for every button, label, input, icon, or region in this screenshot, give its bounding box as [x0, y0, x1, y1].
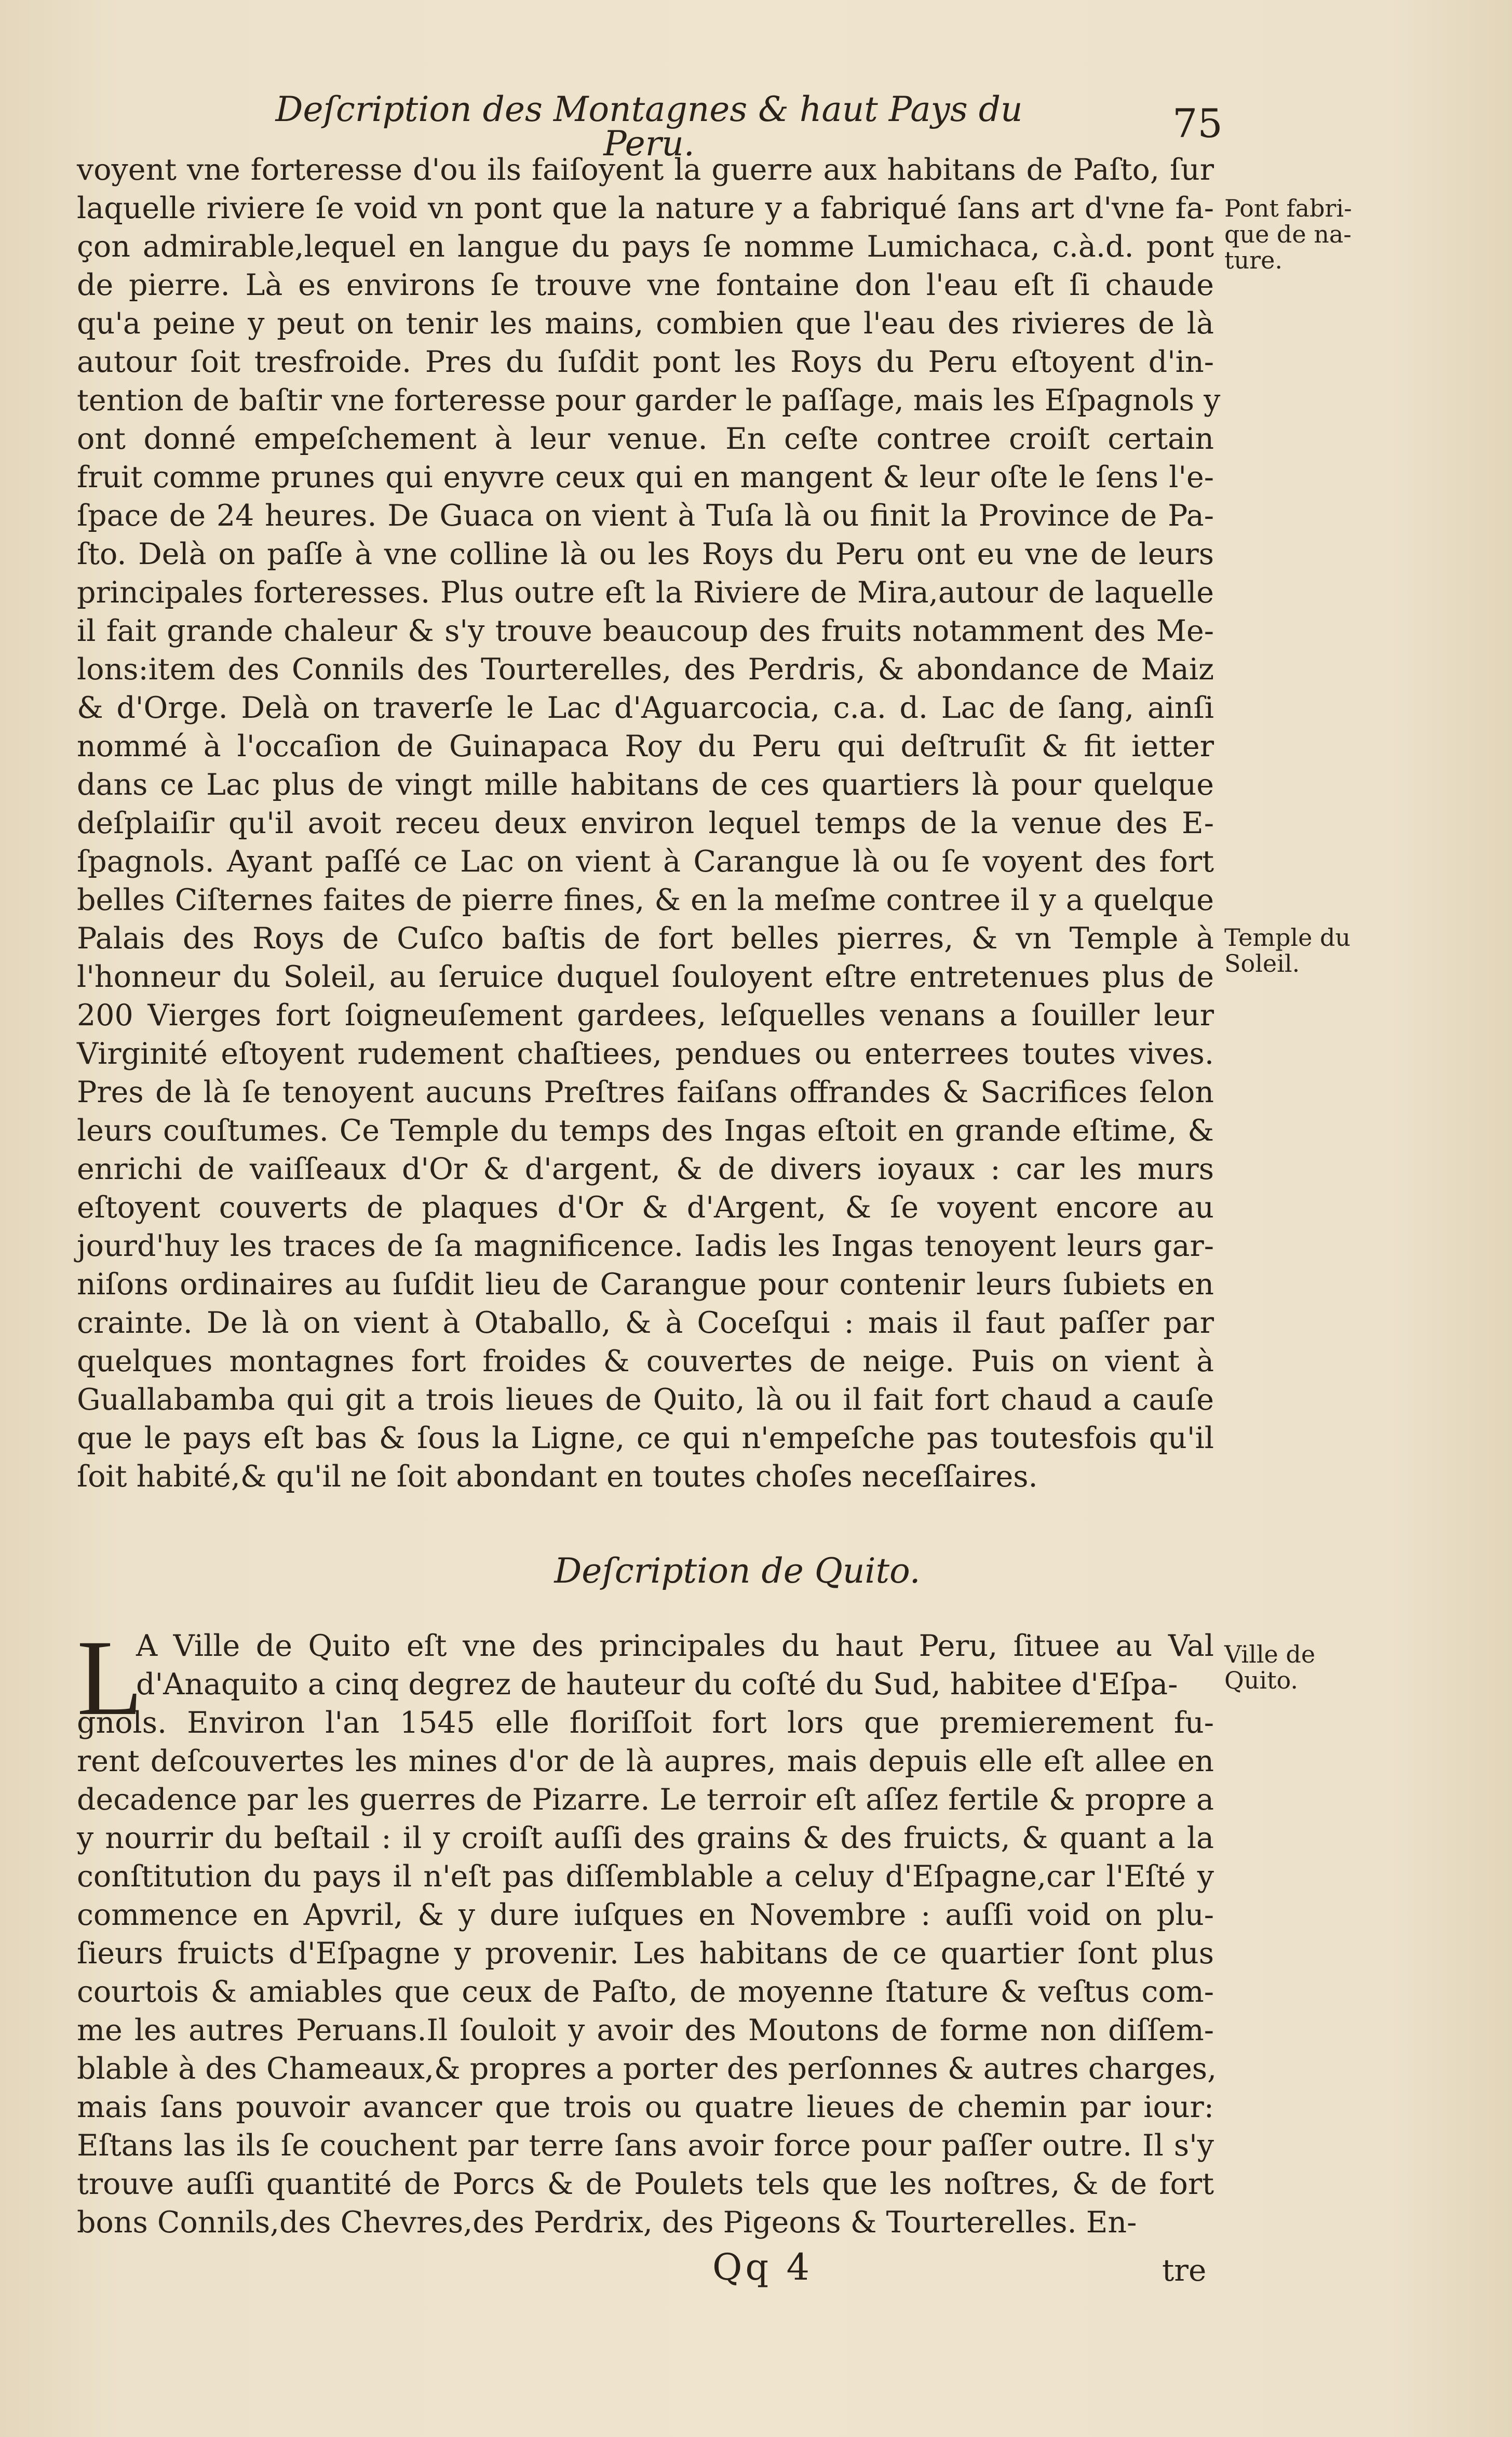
margin-note-line: ture.: [1224, 246, 1282, 274]
text-line: Virginité eſtoyent rudement chaſtiees, pendues ou enterrees toutes vives.: [77, 1037, 1214, 1071]
text-line: dans ce Lac plus de vingt mille habitans de ces quartiers là pour quelque: [77, 768, 1214, 802]
margin-note-line: que de na-: [1224, 220, 1352, 248]
text-line: blable à des Chameaux,& propres a porter des perſonnes & autres charges,: [77, 2052, 1217, 2086]
section-heading: Deſcription de Quito.: [554, 1551, 921, 1591]
text-line: Palais des Roys de Cuſco baſtis de fort belles pierres, & vn Temple à: [77, 921, 1214, 956]
text-line: ſpace de 24 heures. De Guaca on vient à Tuſa là ou finit la Province de Pa-: [77, 499, 1214, 533]
text-line: Guallabamba qui git a trois lieues de Quito, là ou il fait fort chaud a cauſe: [77, 1383, 1214, 1417]
text-line: bons Connils,des Chevres,des Perdrix, des Pigeons & Tourterelles. En-: [77, 2205, 1137, 2240]
text-line: courtois & amiables que ceux de Paſto, de moyenne ſtature & veſtus com-: [77, 1975, 1214, 2009]
text-line: voyent vne forteresse d'ou ils faiſoyent la guerre aux habitans de Paſto, ſur: [77, 153, 1214, 187]
margin-note-pont: [1224, 195, 1352, 273]
paragraph-quito-body: [77, 1704, 1217, 2242]
margin-note-line: Temple du: [1224, 923, 1351, 952]
text-line: y nourrir du beſtail : il y croiſt auſſi des grains & des fruicts, & quant a la: [77, 1821, 1214, 1855]
text-line: nommé à l'occaſion de Guinapaca Roy du Peru qui deſtruſit & fit ietter: [77, 729, 1214, 764]
text-line: A Ville de Quito eſt vne des principales du haut Peru, ſituee au Val: [136, 1629, 1214, 1663]
text-line: ſpagnols. Ayant paſſé ce Lac on vient à Carangue là ou ſe voyent des fort: [77, 845, 1214, 879]
text-line: gnols. Environ l'an 1545 elle floriſſoit fort lors que premierement fu-: [77, 1706, 1214, 1740]
text-line: ſoit habité,& qu'il ne ſoit abondant en toutes choſes neceſſaires.: [77, 1459, 1038, 1494]
margin-note-line: Ville de: [1224, 1640, 1316, 1668]
text-line: lons:item des Connils des Tourterelles, des Perdris, & abondance de Maiz: [77, 652, 1214, 687]
text-line: fruit comme prunes qui enyvre ceux qui en mangent & leur oſte le ſens l'e-: [77, 460, 1214, 494]
text-line: enrichi de vaiſſeaux d'Or & d'argent, & de divers ioyaux : car les murs: [77, 1152, 1214, 1186]
text-line: me les autres Peruans.Il ſouloit y avoir des Moutons de forme non diſſem-: [77, 2013, 1214, 2047]
drop-cap: L: [77, 1618, 143, 1737]
signature-mark: Qq 4: [712, 2246, 813, 2288]
text-line: qu'a peine y peut on tenir les mains, combien que l'eau des rivieres de là: [77, 306, 1214, 341]
text-line: jourd'huy les traces de ſa magnificence. Iadis les Ingas tenoyent leurs gar-: [77, 1229, 1214, 1263]
text-line: Pres de là ſe tenoyent aucuns Preſtres faiſans offrandes & Sacrifices ſelon: [77, 1075, 1214, 1109]
text-line: il fait grande chaleur & s'y trouve beaucoup des fruits notamment des Me-: [77, 614, 1214, 648]
text-line: d'Anaquito a cinq degrez de hauteur du coſté du Sud, habitee d'Eſpa-: [136, 1667, 1178, 1702]
text-line: tention de baſtir vne forteresse pour garder le paſſage, mais les Eſpagnols y: [77, 383, 1221, 418]
margin-note-line: Quito.: [1224, 1666, 1299, 1694]
paragraph-quito-opening: [136, 1627, 1214, 1704]
text-line: quelques montagnes fort froides & couvertes de neige. Puis on vient à: [77, 1344, 1214, 1378]
margin-note-line: Soleil.: [1224, 949, 1300, 978]
text-line: laquelle riviere ſe void vn pont que la nature y a fabriqué ſans art d'vne fa-: [77, 191, 1214, 225]
text-line: autour ſoit tresfroide. Pres du ſuſdit pont les Roys du Peru eſtoyent d'in-: [77, 345, 1214, 379]
text-line: commence en Apvril, & y dure iuſques en Novembre : auſſi void on plu-: [77, 1898, 1214, 1932]
text-line: l'honneur du Soleil, au ſeruice duquel ſouloyent eſtre entretenues plus de: [77, 960, 1214, 994]
text-line: Eſtans las ils ſe couchent par terre ſans avoir force pour paſſer outre. Il s'y: [77, 2128, 1214, 2163]
text-line: que le pays eſt bas & ſous la Ligne, ce qui n'empeſche pas toutesfois qu'il: [77, 1421, 1214, 1455]
text-line: principales forteresses. Plus outre eſt la Riviere de Mira,autour de laquelle: [77, 575, 1214, 610]
text-line: belles Ciſternes faites de pierre fines, & en la meſme contree il y a quelque: [77, 883, 1214, 917]
page-number: 75: [1172, 100, 1223, 146]
text-line: eſtoyent couverts de plaques d'Or & d'Argent, & ſe voyent encore au: [77, 1190, 1214, 1225]
text-line: rent deſcouvertes les mines d'or de là aupres, mais depuis elle eſt allee en: [77, 1744, 1214, 1778]
paragraph-quito-approach: [77, 151, 1221, 1496]
text-line: deſplaiſir qu'il avoit receu deux environ lequel temps de la venue des E-: [77, 806, 1214, 840]
text-line: de pierre. Là es environs ſe trouve vne fontaine don l'eau eſt ſi chaude: [77, 268, 1214, 302]
margin-note-temple: [1224, 925, 1351, 976]
margin-note-line: Pont fabri-: [1224, 194, 1352, 222]
margin-note-quito: [1224, 1641, 1315, 1693]
running-head: Deſcription des Montagnes & haut Pays du Peru.: [275, 89, 1023, 164]
text-line: & d'Orge. Delà on traverſe le Lac d'Aguarcocia, c.a. d. Lac de ſang, ainſi: [77, 691, 1214, 725]
text-line: 200 Vierges fort ſoigneuſement gardees, leſquelles venans a ſouiller leur: [77, 998, 1214, 1033]
text-line: conſtitution du pays il n'eſt pas diſſemblable a celuy d'Eſpagne,car l'Eſté y: [77, 1859, 1214, 1894]
catchword: tre: [1162, 2253, 1207, 2288]
text-line: niſons ordinaires au ſuſdit lieu de Carangue pour contenir leurs ſubiets en: [77, 1267, 1214, 1302]
text-line: ont donné empeſchement à leur venue. En ceſte contree croiſt certain: [77, 422, 1214, 456]
text-line: leurs couſtumes. Ce Temple du temps des Ingas eſtoit en grande eſtime, &: [77, 1114, 1214, 1148]
text-line: decadence par les guerres de Pizarre. Le terroir eſt aſſez fertile & propre a: [77, 1783, 1214, 1817]
text-line: ſto. Delà on paſſe à vne colline là ou les Roys du Peru ont eu vne de leurs: [77, 537, 1214, 571]
text-line: ſieurs fruicts d'Eſpagne y provenir. Les habitans de ce quartier ſont plus: [77, 1936, 1214, 1971]
text-line: trouve auſſi quantité de Porcs & de Poulets tels que les noſtres, & de fort: [77, 2167, 1214, 2201]
text-line: mais ſans pouvoir avancer que trois ou quatre lieues de chemin par iour:: [77, 2090, 1214, 2124]
text-line: crainte. De là on vient à Otaballo, & à Coceſqui : mais il faut paſſer par: [77, 1306, 1214, 1340]
text-line: çon admirable,lequel en langue du pays ſe nomme Lumichaca, c.à.d. pont: [77, 230, 1214, 264]
